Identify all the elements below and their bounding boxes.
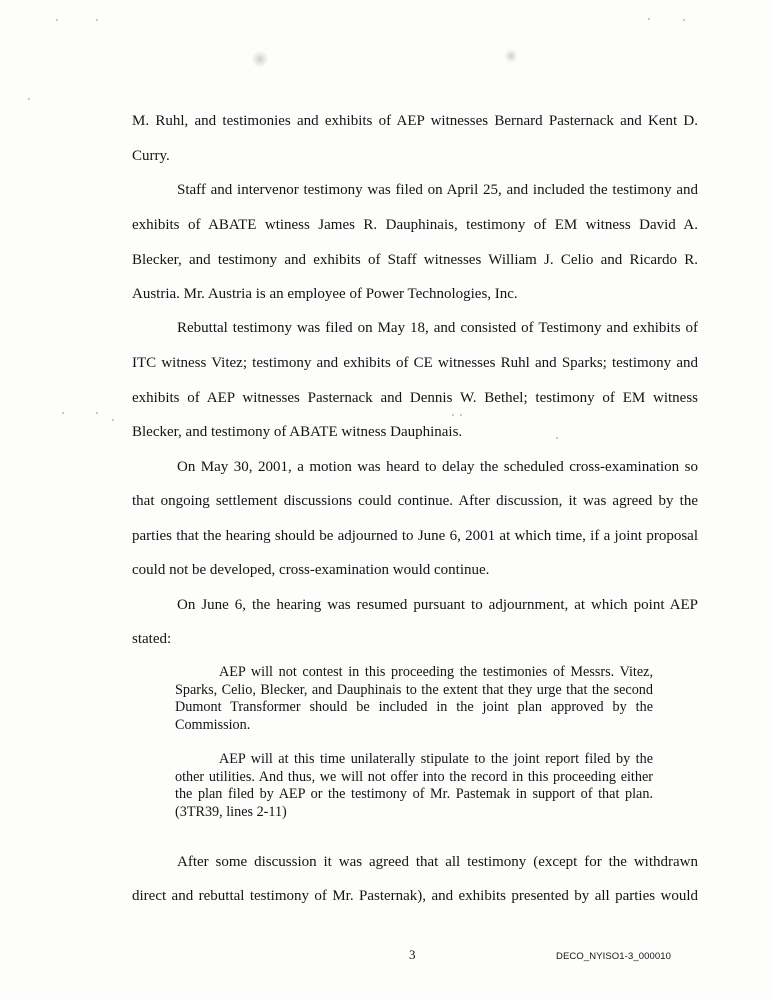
page-number: 3 — [409, 947, 416, 962]
scan-speck — [648, 18, 650, 20]
text-line: could not be developed, cross-examination would continue. — [132, 562, 490, 578]
text-line: M. Ruhl, and testimonies and exhibits of AEP witnesses Bernard Pasternack and Kent D. — [132, 113, 698, 129]
text-line: Rebuttal testimony was filed on May 18, and consisted of Testimony and exhibits of — [177, 320, 698, 336]
text-line: exhibits of ABATE wtiness James R. Dauphinais, testimony of EM witness David A. — [132, 217, 698, 233]
scan-speck — [96, 412, 98, 414]
text-line: Austria. Mr. Austria is an employee of Power Technologies, Inc. — [132, 286, 518, 302]
text-line: parties that the hearing should be adjourned to June 6, 2001 at which time, if a joint proposal — [132, 528, 698, 544]
scan-speck — [112, 419, 114, 421]
scan-speck — [62, 412, 64, 414]
scan-speck — [96, 19, 98, 21]
text-line: On May 30, 2001, a motion was heard to delay the scheduled cross-examination so — [177, 459, 698, 475]
text-line: exhibits of AEP witnesses Pasternack and Dennis W. Bethel; testimony of EM witness — [132, 390, 698, 406]
text-line: On June 6, the hearing was resumed pursuant to adjournment, at which point AEP — [177, 597, 698, 613]
scan-speck — [556, 437, 558, 439]
text-line: Staff and intervenor testimony was filed on April 25, and included the testimony and — [177, 182, 698, 198]
text-line: ITC witness Vitez; testimony and exhibits of CE witnesses Ruhl and Sparks; testimony and — [132, 355, 698, 371]
text-line: Blecker, and testimony of ABATE witness Dauphinais. — [132, 424, 463, 440]
text-line: stated: — [132, 631, 172, 647]
scan-speck — [683, 19, 685, 21]
text-line: Curry. — [132, 148, 170, 164]
scan-speck — [28, 98, 30, 100]
block-quote-paragraph: AEP will not contest in this proceeding the testimonies of Messrs. Vitez, Sparks, Celio, Blecker, and Dauphinais to the extent that they urge that the second Dumont Transformer should be included in the joint plan approved by the Commission. — [175, 664, 653, 733]
bates-number: DECO_NYISO1-3_000010 — [556, 951, 672, 962]
text-line: that ongoing settlement discussions could continue. After discussion, it was agreed by the — [132, 493, 698, 509]
text-line: After some discussion it was agreed that all testimony (except for the withdrawn — [177, 854, 698, 870]
scan-speck — [460, 414, 462, 416]
scan-artifact — [251, 50, 269, 68]
scan-speck — [56, 19, 58, 21]
scan-speck — [452, 414, 454, 416]
block-quote-paragraph: AEP will at this time unilaterally stipulate to the joint report filed by the other utilities. And thus, we will not offer into the record in this proceeding either the plan filed by AEP or the testimony of Mr. Pastemak in support of that plan. (3TR39, lines 2-11) — [175, 751, 653, 820]
text-line: direct and rebuttal testimony of Mr. Pasternak), and exhibits presented by all parties would — [132, 888, 698, 904]
text-line: Blecker, and testimony and exhibits of Staff witnesses William J. Celio and Ricardo R. — [132, 252, 698, 268]
scan-artifact — [504, 49, 518, 63]
